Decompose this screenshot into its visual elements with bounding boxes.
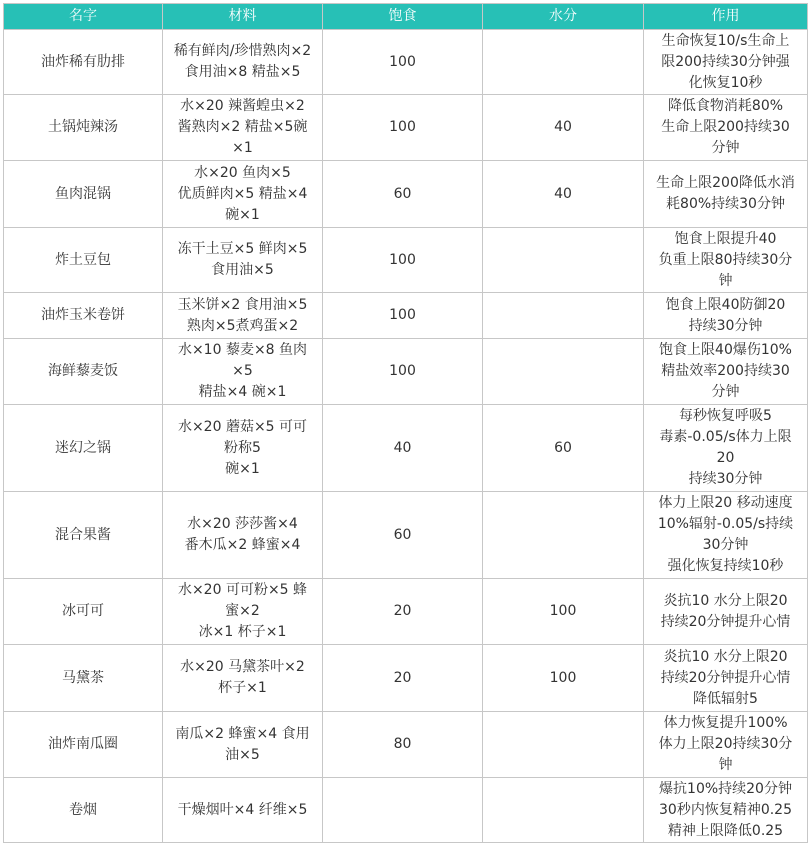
satiety-cell: 60 (323, 161, 483, 228)
effect-line: 降低辐射5 (693, 690, 758, 707)
header-water: 水分 (483, 4, 644, 30)
materials-line: 水×20 莎莎酱×4 (187, 516, 298, 532)
materials-line: 熟肉×5煮鸡蛋×2 (186, 317, 299, 334)
effect-line: 持续20分钟提升心情 (660, 669, 791, 686)
dish-name-cell: 土锅炖辣汤 (4, 95, 163, 161)
table-row (4, 778, 808, 843)
materials-line: 稀有鲜肉/珍惜熟肉×2 (173, 43, 312, 59)
effect-cell (644, 645, 808, 712)
effect-cell (644, 778, 808, 843)
materials-cell (163, 95, 323, 161)
water-cell (483, 293, 644, 339)
materials-cell (163, 579, 323, 645)
effect-cell (644, 293, 808, 339)
header-materials: 材料 (163, 4, 323, 30)
satiety-cell: 100 (323, 339, 483, 405)
effect-line: 炎抗10 水分上限20 (663, 648, 788, 665)
materials-line: 干燥烟叶×4 纤维×5 (177, 801, 308, 818)
materials-line: 水×20 辣酱蝗虫×2 (180, 98, 305, 114)
table-row (4, 712, 808, 778)
effect-line: 生命上限200持续30 (661, 119, 790, 135)
effect-line: 持续20分钟提升心情 (660, 613, 791, 630)
effect-cell (644, 161, 808, 228)
materials-cell (163, 645, 323, 712)
table-row (4, 339, 808, 405)
satiety-cell: 80 (323, 712, 483, 778)
materials-line: 水×10 藜麦×8 鱼肉 (177, 342, 308, 358)
materials-line: ×5 (232, 363, 253, 379)
materials-cell (163, 30, 323, 95)
table-body (4, 30, 808, 843)
materials-line: 番木瓜×2 蜂蜜×4 (184, 537, 301, 553)
effect-cell (644, 492, 808, 579)
water-cell: 40 (483, 161, 644, 228)
materials-line: 蜜×2 (225, 603, 260, 619)
effect-cell (644, 712, 808, 778)
dish-name-cell: 卷烟 (4, 778, 163, 843)
materials-line: 水×20 可可粉×5 蜂 (177, 582, 308, 598)
materials-line: 精盐×4 碗×1 (198, 384, 287, 400)
water-cell: 100 (483, 579, 644, 645)
satiety-cell: 20 (323, 579, 483, 645)
water-cell: 60 (483, 405, 644, 492)
effect-line: 每秒恢复呼吸5 (679, 408, 772, 424)
materials-line: 食用油×8 精盐×5 (184, 64, 301, 80)
effect-line: 爆抗10%持续20分钟 (659, 780, 792, 797)
effect-line: 强化恢复持续10秒 (667, 558, 784, 574)
effect-line: 降低食物消耗80% (667, 98, 784, 114)
dish-name-cell: 油炸稀有肋排 (4, 30, 163, 95)
water-cell (483, 339, 644, 405)
materials-line: 水×20 鱼肉×5 (194, 164, 291, 181)
dish-name-cell: 迷幻之锅 (4, 405, 163, 492)
effect-line: 持续30分钟 (688, 317, 763, 334)
effect-line: 精盐效率200持续30 (661, 363, 790, 379)
table-row (4, 30, 808, 95)
water-cell (483, 492, 644, 579)
effect-cell (644, 95, 808, 161)
effect-line: 精神上限降低0.25 (667, 822, 784, 839)
dish-name-cell: 鱼肉混锅 (4, 161, 163, 228)
effect-line: 耗80%持续30分钟 (666, 196, 785, 212)
table-row (4, 579, 808, 645)
satiety-cell: 100 (323, 30, 483, 95)
table-row (4, 405, 808, 492)
effect-line: 化恢复10秒 (688, 74, 763, 91)
effect-cell (644, 30, 808, 95)
water-cell (483, 30, 644, 95)
satiety-cell: 100 (323, 293, 483, 339)
effect-line: 钟 (718, 272, 733, 289)
effect-line: 生命上限200降低水消 (656, 175, 795, 191)
header-name: 名字 (4, 4, 163, 30)
dish-name-cell: 炸土豆包 (4, 228, 163, 293)
effect-line: 负重上限80持续30分 (658, 251, 793, 268)
materials-line: 杯子×1 (218, 680, 267, 696)
water-cell: 40 (483, 95, 644, 161)
table-row (4, 293, 808, 339)
header-satiety: 饱食 (323, 4, 483, 30)
materials-cell (163, 293, 323, 339)
water-cell (483, 778, 644, 843)
effect-cell (644, 228, 808, 293)
materials-line: 粉称5 (224, 439, 261, 456)
satiety-cell: 100 (323, 95, 483, 161)
effect-line: 炎抗10 水分上限20 (663, 592, 788, 609)
satiety-cell: 40 (323, 405, 483, 492)
effect-line: 分钟 (711, 384, 740, 400)
materials-line: 冻干土豆×5 鲜肉×5 (177, 241, 308, 257)
materials-cell (163, 161, 323, 228)
effect-line: 饱食上限40爆伤10% (659, 342, 792, 358)
effect-cell (644, 405, 808, 492)
materials-cell (163, 228, 323, 293)
table-row (4, 645, 808, 712)
effect-line: 饱食上限40防御20 (665, 296, 786, 313)
effect-line: 体力上限20持续30分 (658, 736, 793, 752)
materials-cell (163, 712, 323, 778)
effect-line: 体力上限20 移动速度 (658, 495, 793, 511)
materials-line: 优质鲜肉×5 精盐×4 (177, 185, 308, 202)
effect-line: 限200持续30分钟强 (661, 53, 790, 70)
dish-name-cell: 海鲜藜麦饭 (4, 339, 163, 405)
effect-line: 饱食上限提升40 (674, 230, 777, 247)
effect-line: 30分钟 (702, 537, 749, 553)
table-row (4, 228, 808, 293)
food-recipe-table (3, 3, 808, 843)
effect-line: 分钟 (711, 140, 740, 156)
materials-cell (163, 778, 323, 843)
materials-line: 冰×1 杯子×1 (198, 624, 287, 640)
satiety-cell: 60 (323, 492, 483, 579)
header-effect: 作用 (644, 4, 808, 30)
satiety-cell: 100 (323, 228, 483, 293)
materials-line: ×1 (232, 140, 253, 156)
effect-line: 10%辐射-0.05/s持续 (657, 516, 794, 532)
water-cell: 100 (483, 645, 644, 712)
effect-line: 持续30分钟 (688, 471, 763, 487)
materials-line: 酱熟肉×2 精盐×5碗 (177, 119, 308, 135)
dish-name-cell: 油炸玉米卷饼 (4, 293, 163, 339)
satiety-cell (323, 778, 483, 843)
effect-cell (644, 339, 808, 405)
satiety-cell: 20 (323, 645, 483, 712)
materials-line: 碗×1 (225, 206, 260, 223)
materials-line: 油×5 (225, 746, 260, 763)
water-cell (483, 228, 644, 293)
dish-name-cell: 混合果酱 (4, 492, 163, 579)
water-cell (483, 712, 644, 778)
dish-name-cell: 冰可可 (4, 579, 163, 645)
materials-cell (163, 339, 323, 405)
materials-line: 食用油×5 (211, 262, 274, 278)
dish-name-cell: 马黛茶 (4, 645, 163, 712)
effect-line: 30秒内恢复精神0.25 (659, 801, 792, 818)
materials-cell (163, 492, 323, 579)
effect-line: 钟 (718, 757, 733, 773)
materials-line: 水×20 马黛茶叶×2 (180, 659, 305, 675)
effect-line: 毒素-0.05/s体力上限 (659, 429, 792, 445)
dish-name-cell: 油炸南瓜圈 (4, 712, 163, 778)
table-header-row (4, 4, 808, 30)
materials-line: 玉米饼×2 食用油×5 (177, 296, 308, 313)
materials-line: 南瓜×2 蜂蜜×4 食用 (175, 725, 310, 742)
materials-cell (163, 405, 323, 492)
effect-line: 生命恢复10/s生命上 (661, 32, 790, 49)
table-row (4, 161, 808, 228)
materials-line: 水×20 蘑菇×5 可可 (177, 418, 308, 435)
effect-cell (644, 579, 808, 645)
table-row (4, 95, 808, 161)
table-row (4, 492, 808, 579)
effect-line: 体力恢复提升100% (663, 715, 788, 731)
materials-line: 碗×1 (225, 460, 260, 477)
effect-line: 20 (716, 450, 735, 466)
